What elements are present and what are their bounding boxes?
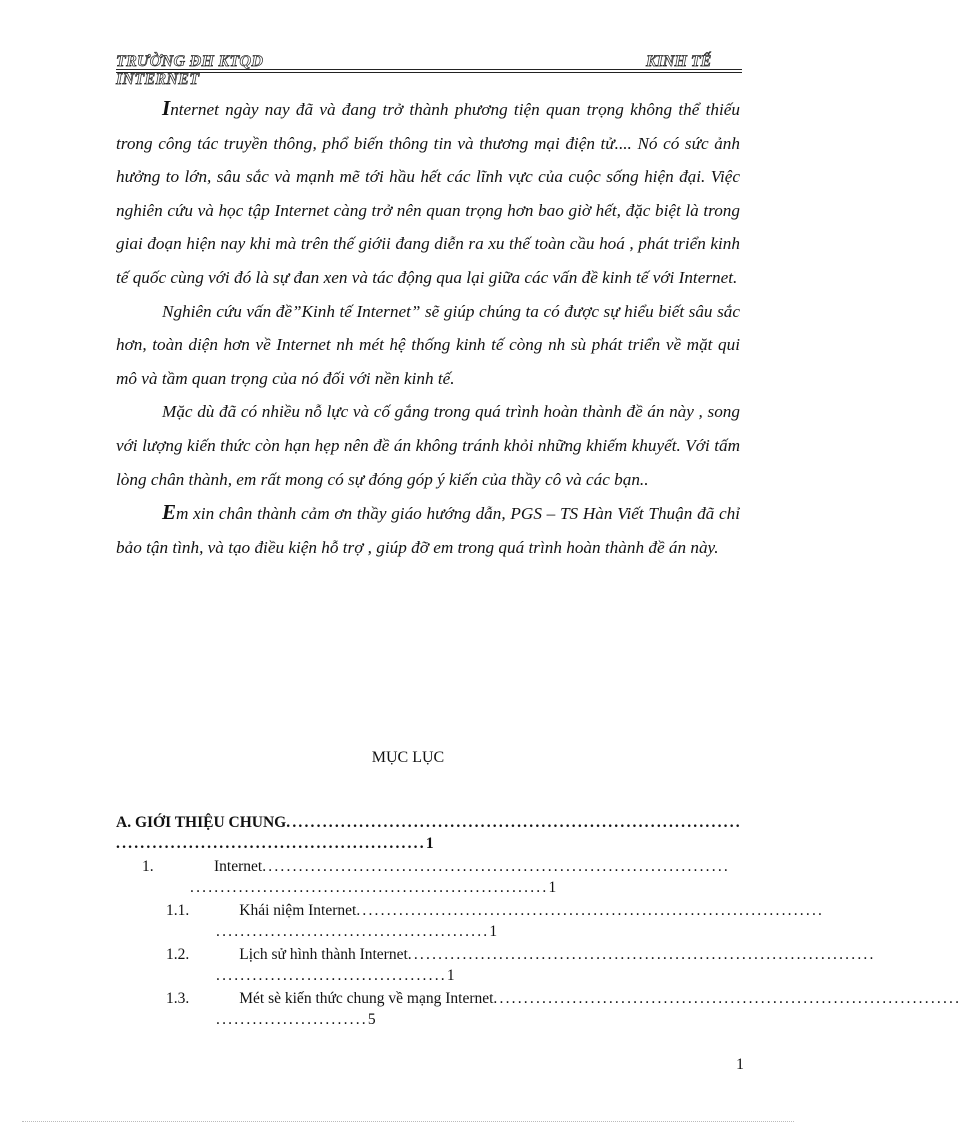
paragraph-text: m xin chân thành cảm ơn thầy giáo hướng dẫn, PGS – TS Hàn Viết Thuận đã chỉ bảo tận tình, và tạo điều kiện hỗ trợ , giúp đỡ em trong quá trình hoàn thành đề án này. <box>116 504 740 557</box>
toc-title: MỤC LỤC <box>371 749 445 766</box>
toc-entry-text: A. GIỚI THIỆU CHUNG <box>116 814 287 831</box>
paragraph-2 <box>116 295 740 396</box>
header-school-line2: INTERNET <box>116 71 200 88</box>
toc-entry-page: 5 <box>367 1011 376 1028</box>
intro-text <box>116 92 740 564</box>
toc-entry-page: 1 <box>548 879 557 896</box>
header-school <box>116 53 263 89</box>
table-of-contents <box>116 812 961 1032</box>
toc-entry-page: 1 <box>425 835 434 852</box>
drop-cap: E <box>162 500 177 525</box>
toc-entry-text: Internet <box>214 858 263 875</box>
header-rule <box>116 69 742 70</box>
toc-entry-text: Khái niệm Internet <box>239 902 357 919</box>
paragraph-text: Mặc dù đã có nhiều nỗ lực và cố gắng trong quá trình hoàn thành đề án này , song với lượng kiến thức còn hạn hẹp nên đề án không tránh khỏi những khiếm khuyết. Với tấm lòng chân thành, em rất mong có sự đóng góp ý kiến của thầy cô và các bạn.. <box>116 402 740 489</box>
toc-entry-1-2[interactable]: 1.2. Lịch sử hình thành Internet ............................................................................. ...................................... 1 <box>116 944 736 986</box>
paragraph-text: nternet ngày nay đã và đang trở thành phương tiện quan trọng không thể thiếu trong công tác truyền thông, phổ biến thông tin và thương mại điện tử.... Nó có sức ảnh hưởng to lớn, sâu sắc và mạnh mẽ tới hầu hết các lĩnh vực của cuộc sống hiện đại. Việc nghiên cứu và học tập Internet càng trở nên quan trọng hơn bao giờ hết, đặc biệt là trong giai đoạn hiện nay khi mà trên thế giớii đang diễn ra xu thế toàn cầu hoá , phát triển kinh tế quốc cùng với đó là sự đan xen và tác động qua lại giữa các vấn đề kinh tế với Internet. <box>116 100 740 287</box>
toc-entry-page: 1 <box>489 923 498 940</box>
toc-entry-num: 1.2. <box>166 946 190 963</box>
toc-entry-page: 1 <box>446 967 455 984</box>
toc-entry-num: 1.3. <box>166 990 190 1007</box>
toc-entry-text: Mét sè kiến thức chung về mạng Internet <box>239 990 494 1007</box>
header-school-line1: TRƯỜNG ĐH KTQD <box>116 53 264 70</box>
toc-entry-1-1[interactable]: 1.1. Khái niệm Internet ............................................................................. ............................................. 1 <box>116 900 736 942</box>
toc-entry-num: 1. <box>142 858 154 875</box>
paragraph-1 <box>116 92 740 295</box>
page-bottom-rule <box>22 1121 794 1122</box>
paragraph-text: Nghiên cứu vấn đề”Kinh tế Internet” sẽ giúp chúng ta có được sự hiểu biết sâu sắc hơn, toàn diện hơn về Internet nh mét hệ thống kinh tế còng nh sù phát triển về mặt qui mô và tầm quan trọng của nó đối với nền kinh tế. <box>116 301 740 388</box>
header-subject: KINH TẾ <box>646 53 712 70</box>
paragraph-4 <box>116 496 740 564</box>
toc-entry-text: Lịch sử hình thành Internet <box>239 946 408 963</box>
drop-cap: I <box>162 96 171 120</box>
toc-entry-1[interactable]: 1. Internet ............................................................................. ........................................................... 1 <box>116 856 736 898</box>
toc-entry-num: 1.1. <box>166 902 190 919</box>
header-rule-double <box>116 72 742 73</box>
page-number: 1 <box>736 1056 744 1073</box>
toc-entry-a[interactable]: A. GIỚI THIỆU CHUNG ........................................................................... ................................................... 1 <box>116 814 742 852</box>
toc-entry-1-3[interactable]: 1.3. Mét sè kiến thức chung về mạng Internet ............................................................................. ......................... 5 <box>116 988 736 1030</box>
paragraph-3 <box>116 395 740 496</box>
